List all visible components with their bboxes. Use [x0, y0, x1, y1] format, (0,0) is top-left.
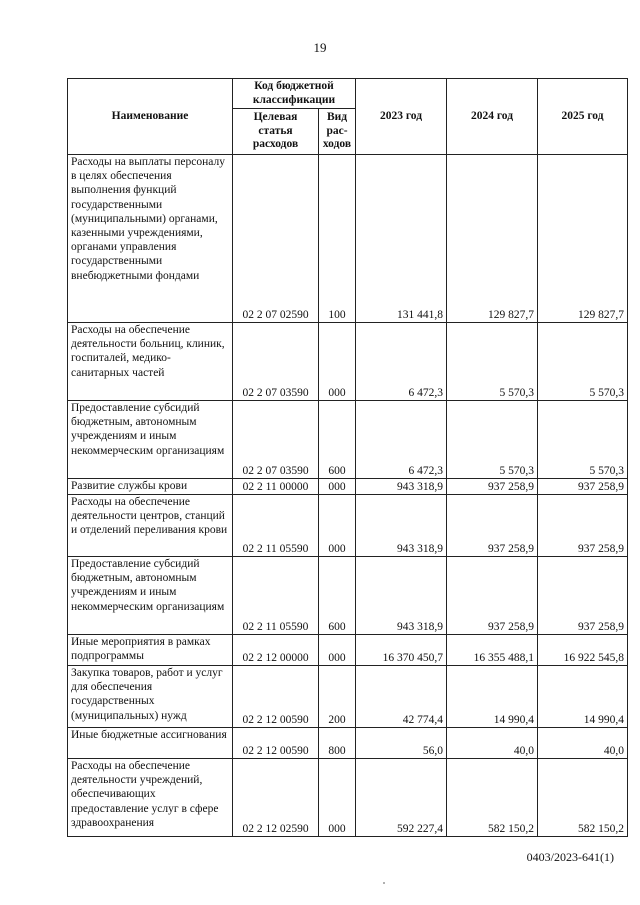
table-row: [68, 635, 628, 666]
header-2024: 2024 год: [447, 79, 538, 155]
row-2023: 943 318,9: [356, 557, 447, 635]
row-code: 02 2 11 05590: [233, 557, 319, 635]
row-code: 02 2 12 02590: [233, 759, 319, 837]
row-2024: 937 258,9: [447, 479, 538, 495]
table-row: [68, 557, 628, 635]
row-name: Расходы на обеспечение деятельности центров, станций и отделений переливания крови: [68, 495, 233, 557]
row-name: Иные мероприятия в рамках подпрограммы: [68, 635, 233, 666]
row-code: 02 2 11 05590: [233, 495, 319, 557]
row-code: 02 2 07 02590: [233, 155, 319, 323]
row-name: Расходы на обеспечение деятельности больниц, клиник, госпиталей, медико-санитарных частей: [68, 323, 233, 401]
row-2025: 582 150,2: [538, 759, 628, 837]
table-row: [68, 666, 628, 728]
row-2025: 129 827,7: [538, 155, 628, 323]
row-name: Закупка товаров, работ и услуг для обеспечения государственных (муниципальных) нужд: [68, 666, 233, 728]
row-2023: 6 472,3: [356, 323, 447, 401]
header-code-group: Код бюджетной классификации: [233, 79, 356, 109]
row-2023: 16 370 450,7: [356, 635, 447, 666]
row-2023: 592 227,4: [356, 759, 447, 837]
row-name: Предоставление субсидий бюджетным, автономным учреждениям и иным некоммерческим организациям: [68, 401, 233, 479]
row-2025: 5 570,3: [538, 401, 628, 479]
header-name: Наименование: [68, 79, 233, 155]
row-code: 02 2 12 00590: [233, 728, 319, 759]
row-2025: 5 570,3: [538, 323, 628, 401]
row-code: 02 2 07 03590: [233, 323, 319, 401]
row-code: 02 2 12 00000: [233, 635, 319, 666]
row-type: 800: [319, 728, 356, 759]
row-2024: 582 150,2: [447, 759, 538, 837]
row-2024: 5 570,3: [447, 323, 538, 401]
row-2024: 5 570,3: [447, 401, 538, 479]
row-2024: 937 258,9: [447, 495, 538, 557]
row-2023: 56,0: [356, 728, 447, 759]
row-2025: 40,0: [538, 728, 628, 759]
row-2025: 937 258,9: [538, 557, 628, 635]
row-2025: 14 990,4: [538, 666, 628, 728]
row-name: Развитие службы крови: [68, 479, 233, 495]
table-row: [68, 155, 628, 323]
row-2024: 40,0: [447, 728, 538, 759]
page-number: 19: [313, 40, 327, 55]
table-row: [68, 495, 628, 557]
budget-table: [67, 78, 628, 837]
header-2023: 2023 год: [356, 79, 447, 155]
scan-speck: [383, 882, 385, 884]
row-type: 000: [319, 635, 356, 666]
row-2025: 937 258,9: [538, 495, 628, 557]
row-name: Предоставление субсидий бюджетным, автономным учреждениям и иным некоммерческим организациям: [68, 557, 233, 635]
row-code: 02 2 07 03590: [233, 401, 319, 479]
table-row: [68, 323, 628, 401]
row-type: 600: [319, 557, 356, 635]
document-code: 0403/2023-641(1): [526, 850, 614, 864]
row-name: Расходы на обеспечение деятельности учреждений, обеспечивающих предоставление услуг в сфере здравоохранения: [68, 759, 233, 837]
row-code: 02 2 11 00000: [233, 479, 319, 495]
row-type: 000: [319, 323, 356, 401]
row-2025: 937 258,9: [538, 479, 628, 495]
row-2024: 937 258,9: [447, 557, 538, 635]
row-type: 000: [319, 759, 356, 837]
table-row: [68, 479, 628, 495]
row-2023: 42 774,4: [356, 666, 447, 728]
row-type: 000: [319, 479, 356, 495]
row-name: Расходы на выплаты персоналу в целях обеспечения выполнения функций государственными (муниципальными) органами, казенными учреждениями, органами управления государственными внебюджетными фондами: [68, 155, 233, 323]
header-target-article: Целевая статья расходов: [233, 109, 319, 155]
row-type: 600: [319, 401, 356, 479]
row-2024: 129 827,7: [447, 155, 538, 323]
row-2023: 131 441,8: [356, 155, 447, 323]
row-2025: 16 922 545,8: [538, 635, 628, 666]
table-row: [68, 759, 628, 837]
row-2024: 16 355 488,1: [447, 635, 538, 666]
row-2023: 6 472,3: [356, 401, 447, 479]
row-2024: 14 990,4: [447, 666, 538, 728]
header-expense-type: Вид рас-ходов: [319, 109, 356, 155]
row-code: 02 2 12 00590: [233, 666, 319, 728]
row-type: 000: [319, 495, 356, 557]
header-2025: 2025 год: [538, 79, 628, 155]
row-name: Иные бюджетные ассигнования: [68, 728, 233, 759]
table-row: [68, 728, 628, 759]
row-type: 200: [319, 666, 356, 728]
row-2023: 943 318,9: [356, 479, 447, 495]
table-row: [68, 401, 628, 479]
row-type: 100: [319, 155, 356, 323]
row-2023: 943 318,9: [356, 495, 447, 557]
